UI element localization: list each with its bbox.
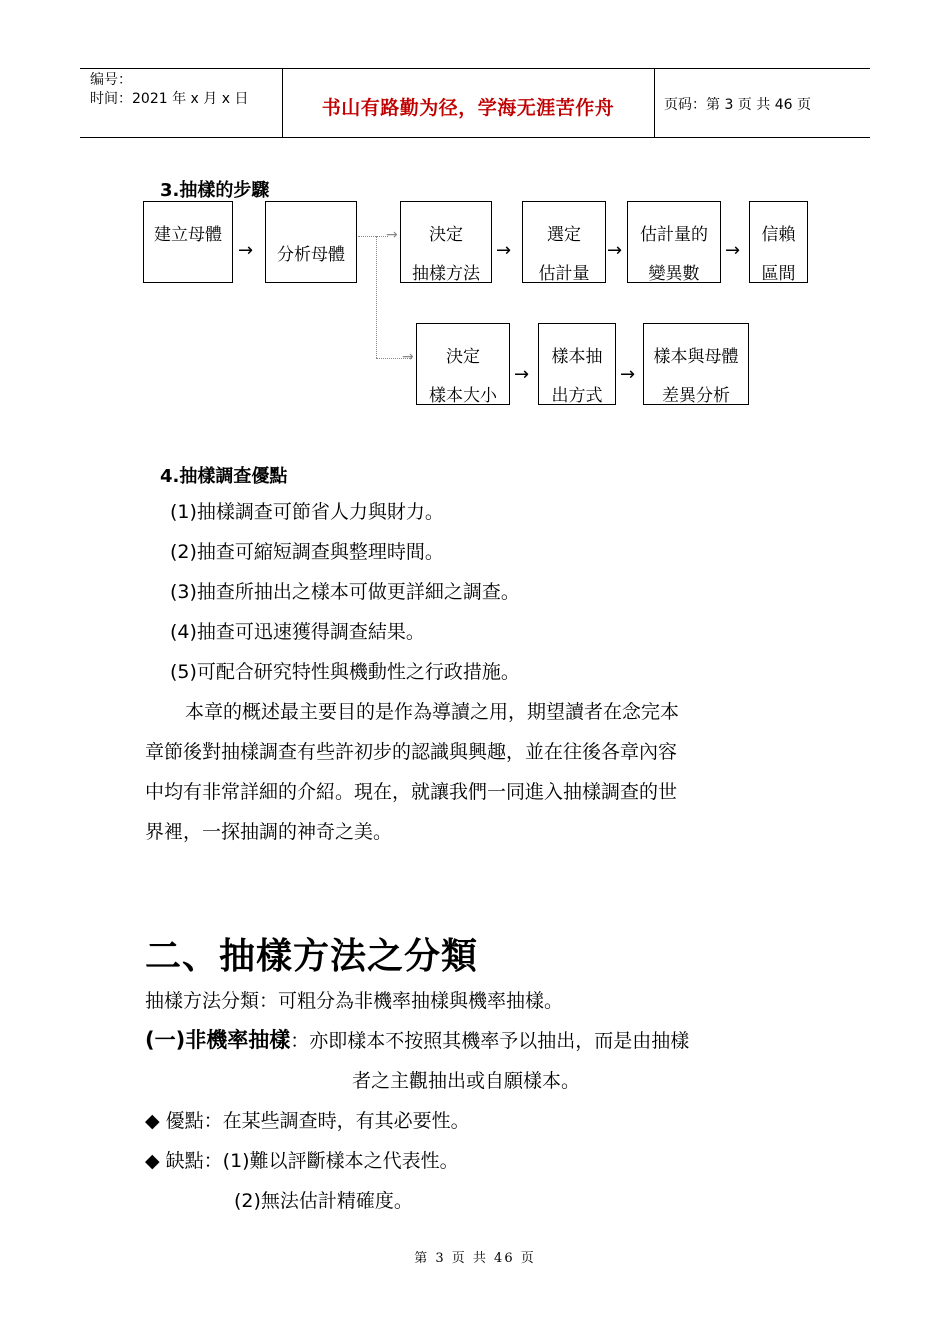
advantage-item: (3)抽查所抽出之樣本可做更詳細之調查。 xyxy=(170,581,520,603)
section-4-title: 4.抽樣調查優點 xyxy=(160,466,288,487)
flow-box-label: 估計量的 xyxy=(640,225,708,245)
flow-dotted-connector xyxy=(358,236,388,237)
page-footer: 第 3 页 共 46 页 xyxy=(414,1251,536,1266)
flow-box-label: 信賴 xyxy=(761,225,796,245)
cons-line-2: (2)無法估計精確度。 xyxy=(234,1190,413,1212)
flow-box-label: 出方式 xyxy=(551,386,603,406)
pros-line xyxy=(145,1101,470,1141)
flow-box-select-estimator xyxy=(522,201,606,283)
page-info: 页码：第 3 页 共 46 页 xyxy=(664,97,811,113)
flow-box-decide-sample-size xyxy=(416,323,510,405)
flow-dotted-arrow: → xyxy=(402,349,414,365)
flow-box-sampling-method xyxy=(538,323,616,405)
flow-arrow: → xyxy=(514,364,530,385)
flow-arrow: → xyxy=(620,364,636,385)
flow-box-analyze-population xyxy=(265,201,357,283)
chapter-heading: 二、抽樣方法之分類 xyxy=(145,936,479,977)
advantage-item: (5)可配合研究特性與機動性之行政措施。 xyxy=(170,661,520,683)
flow-arrow: → xyxy=(496,240,512,261)
non-probability-title: (一)非機率抽樣 xyxy=(145,1028,291,1052)
flow-box-label: 樣本大小 xyxy=(429,386,497,406)
overview-paragraph-line: 界裡，一探抽調的神奇之美。 xyxy=(145,821,393,843)
pros-text: 優點：在某些調查時，有其必要性。 xyxy=(165,1110,470,1132)
number-label: 编号： xyxy=(90,72,132,88)
advantage-item: (1)抽樣調查可節省人力與財力。 xyxy=(170,501,444,523)
non-probability-line xyxy=(145,1020,689,1061)
cons-text: 缺點：(1)難以評斷樣本之代表性。 xyxy=(165,1150,459,1172)
flow-box-label: 估計量 xyxy=(538,264,590,284)
flow-box-label: 樣本與母體 xyxy=(653,347,739,367)
header-meta-cell xyxy=(80,69,283,137)
flow-dotted-connector xyxy=(376,236,377,358)
overview-paragraph-line: 章節後對抽樣調查有些許初步的認識與興趣，並在往後各章內容 xyxy=(145,741,678,763)
cons-line xyxy=(145,1141,459,1181)
flow-box-label: 樣本抽 xyxy=(551,347,603,367)
flow-arrow: → xyxy=(238,240,254,261)
advantage-item: (4)抽查可迅速獲得調查結果。 xyxy=(170,621,425,643)
flow-dotted-arrow: → xyxy=(386,227,398,243)
flow-arrow: → xyxy=(725,240,741,261)
flow-box-label: 差異分析 xyxy=(662,386,730,406)
flow-box-build-population xyxy=(143,201,233,283)
flow-box-label: 選定 xyxy=(547,225,581,245)
flow-box-decide-method xyxy=(400,201,492,283)
flow-box-confidence-interval xyxy=(749,201,808,283)
non-probability-desc-cont: 者之主觀抽出或自願樣本。 xyxy=(352,1070,581,1092)
flow-box-label: 決定 xyxy=(446,347,480,367)
document-header xyxy=(80,68,870,138)
header-page-cell xyxy=(654,69,870,137)
flow-box-label: 決定 xyxy=(429,225,463,245)
overview-paragraph-line: 中均有非常詳細的介紹。現在，就讓我們一同進入抽樣調查的世 xyxy=(145,781,678,803)
overview-paragraph-line: 本章的概述最主要目的是作為導讀之用，期望讀者在念完本 xyxy=(185,701,680,723)
flow-box-label: 抽樣方法 xyxy=(412,264,480,284)
flow-box-label: 區間 xyxy=(761,264,796,284)
non-probability-desc: ：亦即樣本不按照其機率予以抽出，而是由抽樣 xyxy=(290,1030,690,1052)
flow-box-label: 分析母體 xyxy=(277,245,345,265)
flow-arrow: → xyxy=(607,240,623,261)
flow-box-label: 建立母體 xyxy=(154,225,222,245)
motto: 书山有路勤为径，学海无涯苦作舟 xyxy=(321,97,615,119)
flow-box-label: 變異數 xyxy=(648,264,700,284)
date-label: 时间：2021 年 x 月 x 日 xyxy=(90,91,249,107)
header-motto-cell xyxy=(282,69,655,137)
section-3-title: 3.抽樣的步驟 xyxy=(160,180,270,201)
bullet-diamond-icon: ◆ xyxy=(145,1110,160,1132)
classification-intro: 抽樣方法分類：可粗分為非機率抽樣與機率抽樣。 xyxy=(145,990,564,1012)
flow-box-difference-analysis xyxy=(643,323,749,405)
advantage-item: (2)抽查可縮短調查與整理時間。 xyxy=(170,541,444,563)
flow-box-estimator-variance xyxy=(627,201,721,283)
bullet-diamond-icon: ◆ xyxy=(145,1150,160,1172)
